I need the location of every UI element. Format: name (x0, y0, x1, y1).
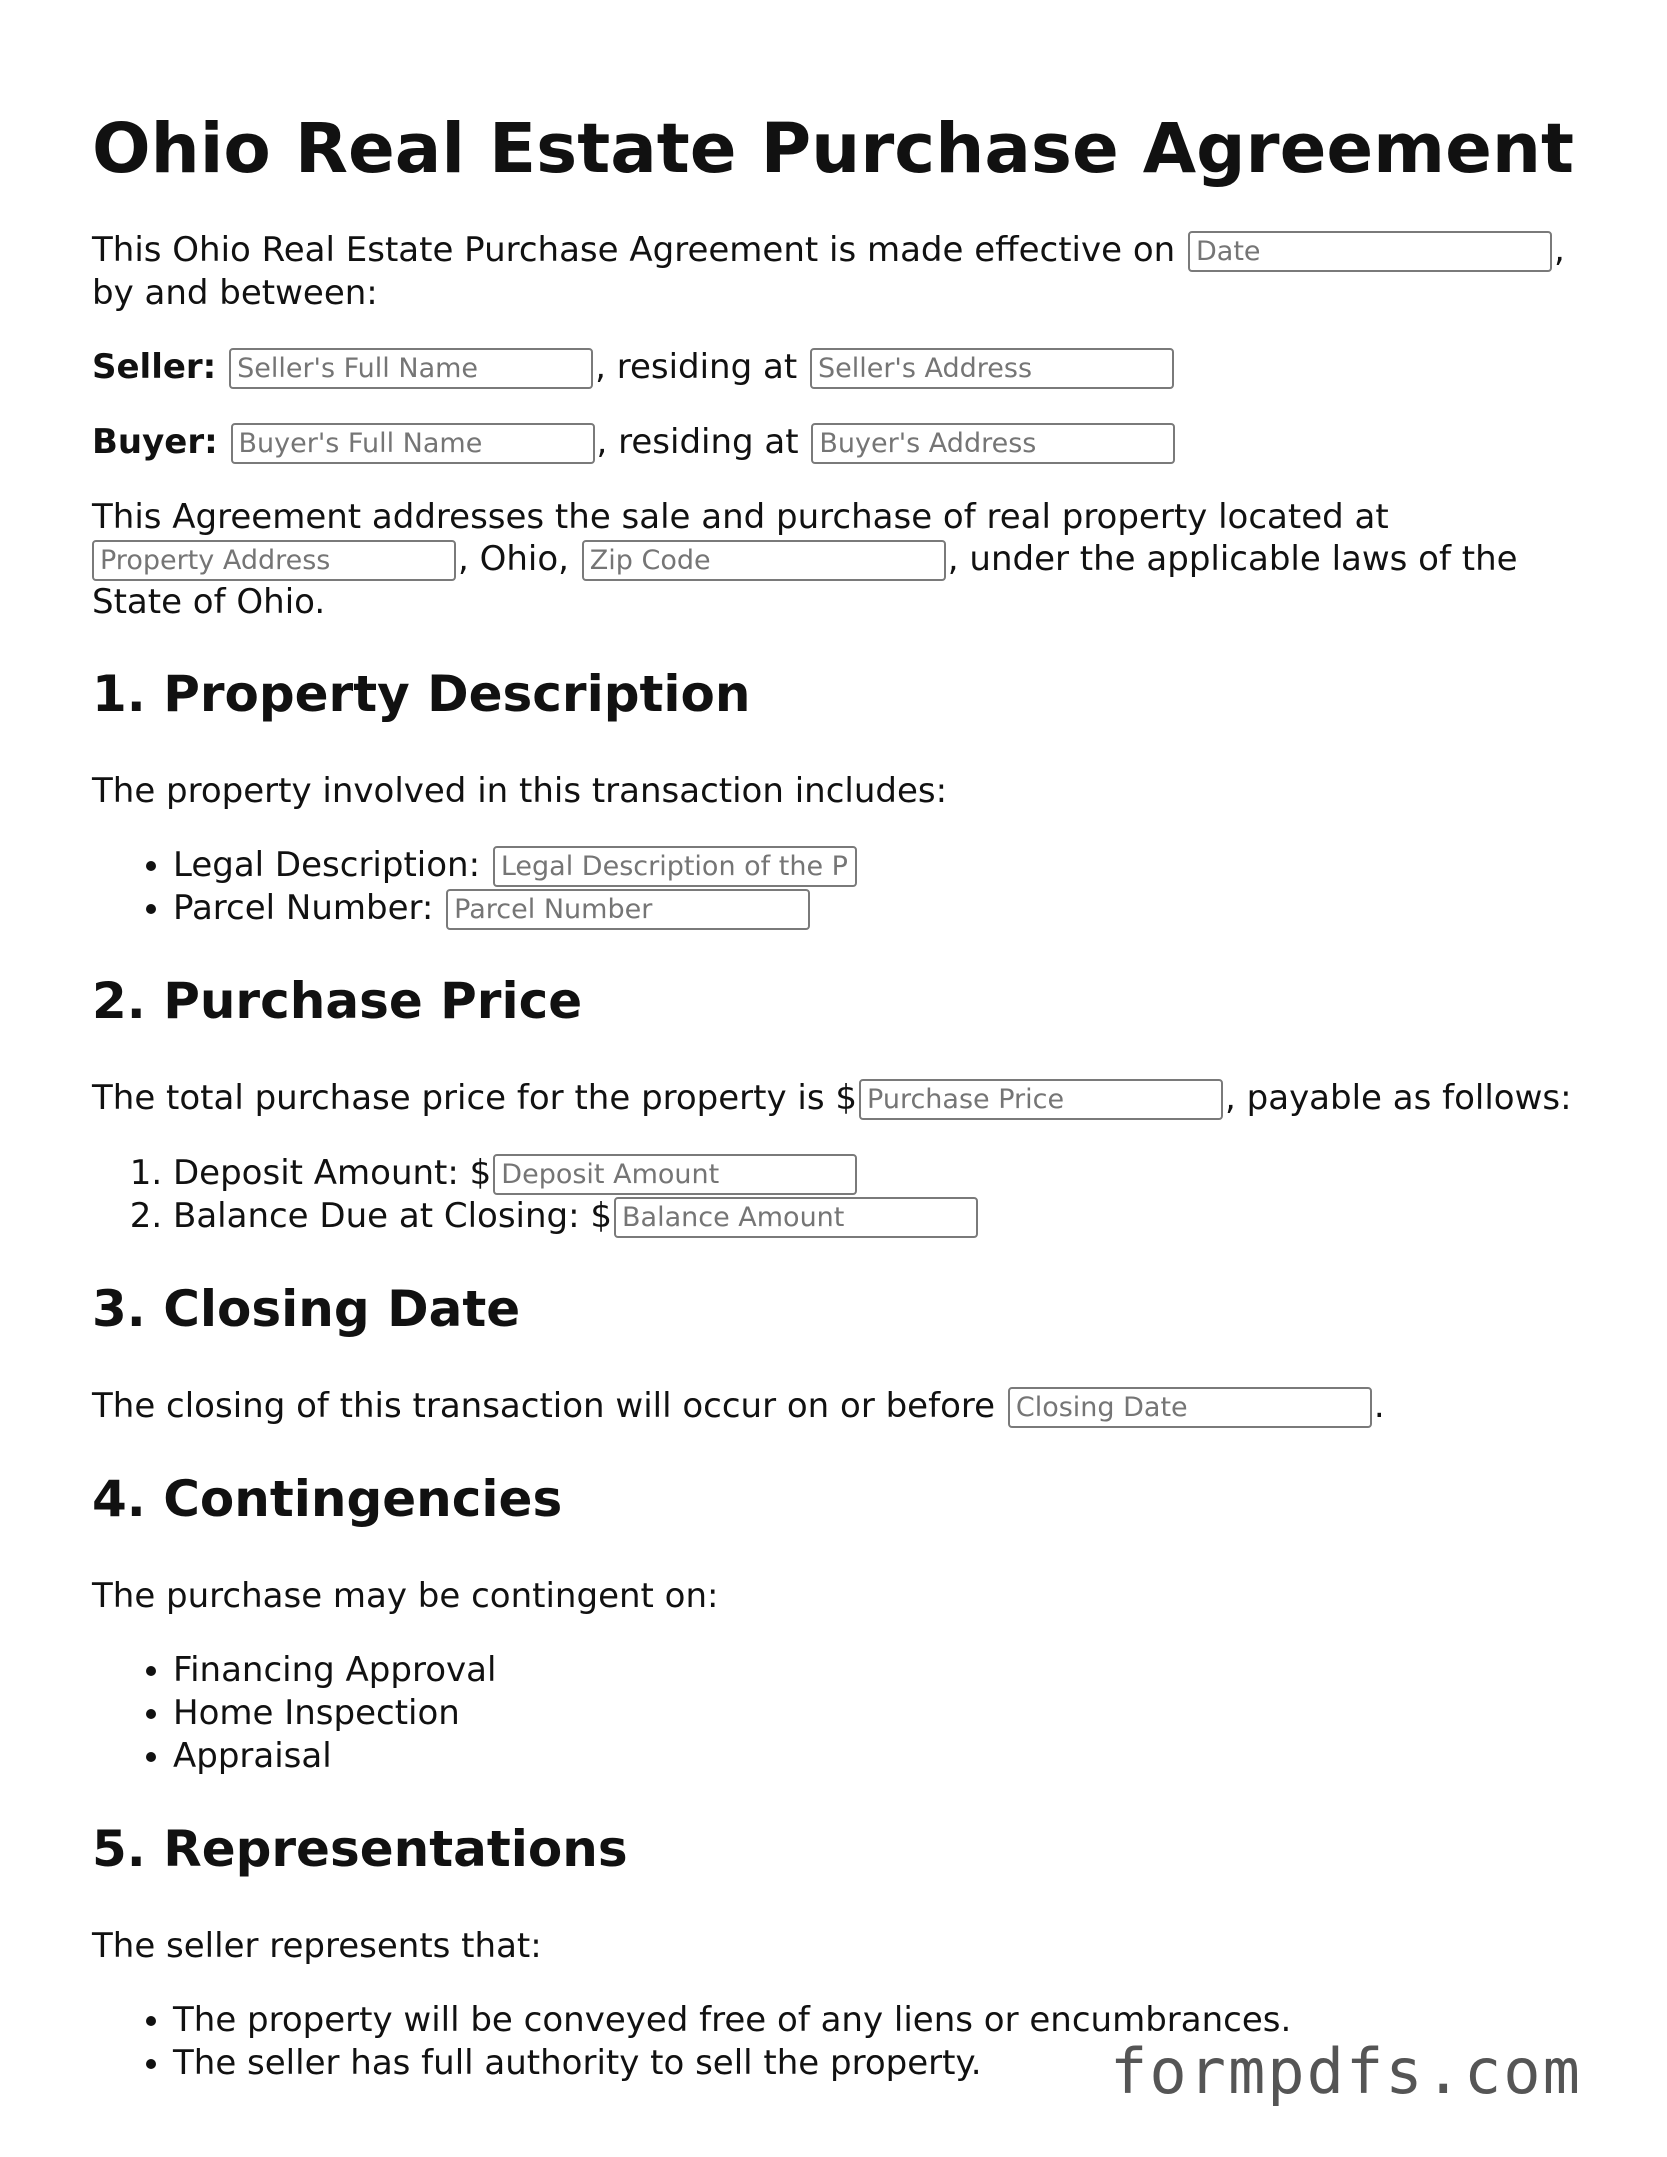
property-address-input[interactable] (92, 540, 456, 581)
buyer-name-input[interactable] (231, 423, 595, 464)
buyer-address-input[interactable] (811, 423, 1175, 464)
buyer-line (92, 421, 1592, 464)
intro-text: This Ohio Real Estate Purchase Agreement is made effective on (92, 230, 1176, 271)
representations-intro: The seller represents that: (92, 1926, 542, 1967)
purchase-price-input[interactable] (859, 1079, 1223, 1120)
property-description-intro: The property involved in this transaction includes: (92, 771, 948, 812)
list-item: • Home Inspection (173, 1692, 1592, 1735)
list-item: • Appraisal (173, 1735, 1592, 1778)
closing-date-text: The closing of this transaction will occur on or before (92, 1386, 996, 1427)
section-heading-purchase-price: 2. Purchase Price (92, 972, 583, 1031)
page-title: Ohio Real Estate Purchase Agreement (92, 109, 1574, 189)
intro-paragraph (92, 229, 1592, 314)
purchase-price-text: The total purchase price for the property is $ (92, 1078, 858, 1119)
property-location-paragraph (92, 496, 1592, 623)
balance-due-label: Balance Due at Closing: $ (173, 1196, 613, 1237)
list-item (173, 1152, 1592, 1195)
section-heading-closing-date: 3. Closing Date (92, 1280, 521, 1339)
closing-date-input[interactable] (1008, 1387, 1372, 1428)
parcel-number-input[interactable] (446, 889, 810, 930)
purchase-price-text-after: , payable as follows: (1225, 1078, 1572, 1119)
seller-residing-text: , residing at (595, 347, 798, 388)
payment-terms-list (92, 1152, 1592, 1238)
list-item: • The property will be conveyed free of any liens or encumbrances. (173, 1999, 1592, 2042)
list-item (173, 1195, 1592, 1238)
agreement-document (92, 110, 1592, 2085)
property-description-list (92, 844, 1592, 930)
list-item (173, 844, 1592, 887)
property-location-text-after: , under the applicable laws of the State of Ohio. (92, 539, 1518, 623)
legal-description-label: Legal Description: (173, 845, 481, 886)
property-location-text: This Agreement addresses the sale and purchase of real property located at (92, 497, 1389, 538)
ohio-text: , Ohio, (458, 539, 569, 580)
list-item: • The seller has full authority to sell the property. (173, 2042, 1592, 2085)
seller-name-input[interactable] (229, 348, 593, 389)
section-heading-contingencies: 4. Contingencies (92, 1470, 563, 1529)
legal-description-input[interactable] (493, 846, 857, 887)
closing-date-text-after: . (1373, 1386, 1385, 1427)
section-heading-property-description: 1. Property Description (92, 665, 751, 724)
list-item (173, 887, 1592, 930)
balance-amount-input[interactable] (614, 1197, 978, 1238)
intro-text-after: , by and between: (92, 230, 1565, 314)
buyer-label: Buyer: (92, 422, 218, 463)
deposit-amount-input[interactable] (493, 1154, 857, 1195)
effective-date-input[interactable] (1188, 231, 1552, 272)
seller-address-input[interactable] (810, 348, 1174, 389)
buyer-residing-text: , residing at (596, 422, 799, 463)
seller-line (92, 346, 1592, 389)
contingencies-intro: The purchase may be contingent on: (92, 1576, 719, 1617)
deposit-amount-label: Deposit Amount: $ (173, 1153, 492, 1194)
seller-label: Seller: (92, 347, 217, 388)
parcel-number-label: Parcel Number: (173, 888, 434, 929)
purchase-price-line (92, 1077, 1592, 1120)
section-heading-representations: 5. Representations (92, 1820, 628, 1879)
closing-date-line (92, 1385, 1592, 1428)
contingencies-list (92, 1649, 1592, 1778)
watermark: formpdfs.com (1110, 2035, 1582, 2108)
list-item: • Financing Approval (173, 1649, 1592, 1692)
zip-code-input[interactable] (582, 540, 946, 581)
